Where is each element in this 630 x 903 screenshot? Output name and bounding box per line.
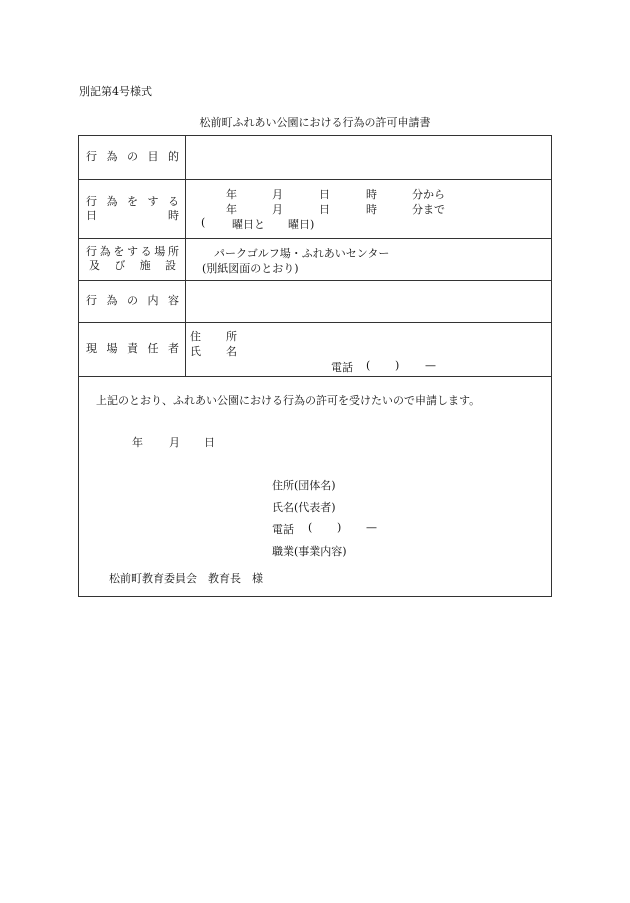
applicant-phone-label: 電話	[272, 523, 294, 536]
row-divider	[79, 179, 551, 180]
applicant-phone-paren-open: (	[308, 521, 313, 534]
end-day: 日	[319, 203, 330, 216]
label-place: 行 為 を す る 場 所 及 び 施 設	[86, 245, 179, 272]
manager-address-label-2: 所	[226, 330, 237, 343]
content-field[interactable]	[191, 286, 546, 316]
column-divider	[185, 136, 186, 376]
start-month: 月	[272, 188, 283, 201]
document-title: 松前町ふれあい公園における行為の許可申請書	[199, 116, 431, 129]
applicant-phone-dash: —	[366, 521, 377, 534]
start-year: 年	[226, 188, 237, 201]
weekday-from: 曜日と	[232, 218, 265, 231]
row-divider	[79, 376, 551, 377]
manager-phone-paren-open: (	[366, 359, 371, 372]
row-divider	[79, 322, 551, 323]
applicant-occupation: 職業(事業内容)	[272, 545, 347, 558]
place-note: (別紙図面のとおり)	[202, 262, 299, 275]
applicant-phone-paren-close: )	[337, 521, 342, 534]
date-day: 日	[204, 436, 215, 449]
weekday-to: 曜日)	[288, 218, 315, 231]
label-manager: 現 場 責 任 者	[86, 342, 179, 355]
weekday-paren-open: (	[201, 216, 206, 229]
start-minute: 分から	[412, 188, 445, 201]
label-purpose: 行 為 の 目 的	[86, 150, 179, 163]
start-hour: 時	[366, 188, 377, 201]
end-year: 年	[226, 203, 237, 216]
row-divider	[79, 280, 551, 281]
end-minute: 分まで	[412, 203, 445, 216]
manager-name-label-1: 氏	[190, 345, 201, 358]
manager-phone-paren-close: )	[395, 359, 400, 372]
application-form-table	[78, 135, 552, 597]
label-datetime: 行 為 を す る 日 時	[86, 195, 179, 222]
declaration-text: 上記のとおり、ふれあい公園における行為の許可を受けたいので申請します。	[96, 394, 481, 407]
addressee: 松前町教育委員会 教育長 様	[109, 572, 263, 585]
manager-address-label-1: 住	[190, 330, 201, 343]
label-content: 行 為 の 内 容	[86, 294, 179, 307]
manager-phone-dash: —	[425, 359, 436, 372]
row-divider	[79, 238, 551, 239]
end-month: 月	[272, 203, 283, 216]
start-day: 日	[319, 188, 330, 201]
applicant-name: 氏名(代表者)	[272, 501, 336, 514]
date-year: 年	[132, 436, 143, 449]
applicant-address: 住所(団体名)	[272, 479, 336, 492]
date-month: 月	[169, 436, 180, 449]
form-number: 別記第4号様式	[79, 85, 152, 98]
manager-phone-label: 電話	[331, 361, 353, 374]
place-value: パークゴルフ場・ふれあいセンター	[214, 247, 390, 260]
end-hour: 時	[366, 203, 377, 216]
purpose-field[interactable]	[191, 144, 546, 172]
manager-name-label-2: 名	[226, 345, 237, 358]
